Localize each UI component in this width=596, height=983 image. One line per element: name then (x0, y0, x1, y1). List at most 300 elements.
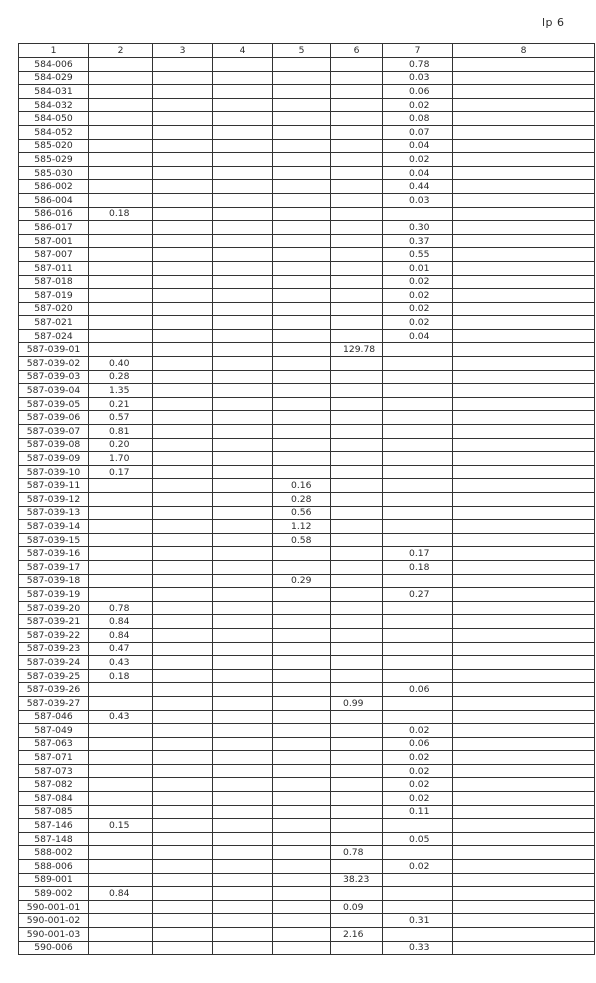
value-cell (383, 357, 453, 371)
value-cell (453, 207, 595, 221)
row-id-cell: 587-039-19 (19, 588, 89, 602)
value-cell (153, 928, 213, 942)
value-cell (383, 465, 453, 479)
value-cell: 0.02 (383, 302, 453, 316)
table-row (19, 98, 595, 112)
value-cell (153, 166, 213, 180)
value-cell (331, 778, 383, 792)
value-cell (453, 180, 595, 194)
row-id-cell: 590-001-02 (19, 914, 89, 928)
value-cell (213, 873, 273, 887)
value-cell: 0.17 (383, 547, 453, 561)
table-row (19, 479, 595, 493)
value-cell (273, 139, 331, 153)
value-cell: 0.02 (383, 792, 453, 806)
value-cell (331, 275, 383, 289)
value-cell (213, 724, 273, 738)
value-cell (213, 85, 273, 99)
value-cell (453, 669, 595, 683)
value-cell (213, 574, 273, 588)
column-header-4: 4 (213, 44, 273, 58)
value-cell: 0.84 (89, 615, 153, 629)
value-cell (273, 275, 331, 289)
value-cell: 1.35 (89, 384, 153, 398)
value-cell (453, 656, 595, 670)
value-cell: 0.08 (383, 112, 453, 126)
value-cell (213, 778, 273, 792)
value-cell (331, 465, 383, 479)
value-cell (213, 832, 273, 846)
row-id-cell: 587-049 (19, 724, 89, 738)
value-cell (213, 533, 273, 547)
value-cell (453, 139, 595, 153)
value-cell (383, 601, 453, 615)
value-cell (273, 873, 331, 887)
value-cell: 0.06 (383, 737, 453, 751)
data-table (18, 43, 595, 955)
value-cell (213, 547, 273, 561)
value-cell (453, 533, 595, 547)
value-cell (383, 452, 453, 466)
value-cell: 0.02 (383, 778, 453, 792)
value-cell (331, 792, 383, 806)
value-cell (153, 792, 213, 806)
value-cell (153, 914, 213, 928)
table-row (19, 764, 595, 778)
value-cell (213, 452, 273, 466)
value-cell (273, 928, 331, 942)
value-cell: 0.11 (383, 805, 453, 819)
table-row (19, 588, 595, 602)
value-cell (273, 98, 331, 112)
value-cell (213, 425, 273, 439)
table-row (19, 125, 595, 139)
value-cell (153, 289, 213, 303)
value-cell (331, 656, 383, 670)
value-cell (273, 819, 331, 833)
value-cell (453, 193, 595, 207)
row-id-cell: 587-039-07 (19, 425, 89, 439)
row-id-cell: 587-148 (19, 832, 89, 846)
value-cell (89, 289, 153, 303)
value-cell: 0.06 (383, 85, 453, 99)
value-cell (453, 792, 595, 806)
table-row (19, 656, 595, 670)
value-cell (89, 805, 153, 819)
value-cell (153, 560, 213, 574)
value-cell (453, 928, 595, 942)
value-cell: 0.43 (89, 656, 153, 670)
value-cell (453, 370, 595, 384)
value-cell (213, 642, 273, 656)
column-header-2: 2 (89, 44, 153, 58)
value-cell (453, 493, 595, 507)
value-cell (453, 887, 595, 901)
value-cell (89, 343, 153, 357)
value-cell (89, 139, 153, 153)
value-cell (153, 193, 213, 207)
value-cell (331, 819, 383, 833)
row-id-cell: 587-039-16 (19, 547, 89, 561)
value-cell (153, 452, 213, 466)
value-cell (331, 166, 383, 180)
row-id-cell: 587-039-12 (19, 493, 89, 507)
table-row (19, 846, 595, 860)
value-cell (153, 343, 213, 357)
value-cell (153, 370, 213, 384)
value-cell (453, 125, 595, 139)
value-cell (273, 601, 331, 615)
value-cell: 0.04 (383, 139, 453, 153)
row-id-cell: 587-024 (19, 329, 89, 343)
value-cell (89, 778, 153, 792)
value-cell (453, 601, 595, 615)
value-cell: 0.84 (89, 887, 153, 901)
value-cell (153, 628, 213, 642)
table-row (19, 860, 595, 874)
value-cell (453, 425, 595, 439)
value-cell: 0.02 (383, 316, 453, 330)
value-cell (213, 819, 273, 833)
value-cell (213, 751, 273, 765)
table-row (19, 669, 595, 683)
value-cell (89, 329, 153, 343)
value-cell (453, 234, 595, 248)
value-cell (331, 547, 383, 561)
row-id-cell: 587-039-11 (19, 479, 89, 493)
value-cell (213, 58, 273, 72)
value-cell (89, 98, 153, 112)
value-cell (213, 696, 273, 710)
value-cell (453, 819, 595, 833)
value-cell (213, 465, 273, 479)
table-row (19, 873, 595, 887)
table-row (19, 696, 595, 710)
value-cell (273, 683, 331, 697)
value-cell (213, 316, 273, 330)
value-cell (213, 180, 273, 194)
value-cell (153, 751, 213, 765)
value-cell (89, 873, 153, 887)
value-cell: 0.05 (383, 832, 453, 846)
value-cell (273, 261, 331, 275)
value-cell (89, 112, 153, 126)
table-row (19, 221, 595, 235)
value-cell (331, 669, 383, 683)
value-cell (273, 560, 331, 574)
value-cell (273, 656, 331, 670)
value-cell: 1.70 (89, 452, 153, 466)
value-cell (153, 125, 213, 139)
value-cell (331, 452, 383, 466)
table-row (19, 343, 595, 357)
row-id-cell: 590-001-03 (19, 928, 89, 942)
value-cell (383, 438, 453, 452)
row-id-cell: 587-039-03 (19, 370, 89, 384)
value-cell: 0.78 (331, 846, 383, 860)
value-cell (213, 479, 273, 493)
value-cell (453, 465, 595, 479)
value-cell: 0.47 (89, 642, 153, 656)
row-id-cell: 587-039-27 (19, 696, 89, 710)
value-cell (153, 615, 213, 629)
value-cell: 0.78 (89, 601, 153, 615)
value-cell: 0.18 (383, 560, 453, 574)
table-row (19, 193, 595, 207)
value-cell (453, 751, 595, 765)
value-cell (273, 316, 331, 330)
value-cell (153, 411, 213, 425)
row-id-cell: 587-020 (19, 302, 89, 316)
value-cell: 129.78 (331, 343, 383, 357)
value-cell (273, 465, 331, 479)
value-cell (383, 669, 453, 683)
row-id-cell: 587-039-15 (19, 533, 89, 547)
value-cell (213, 370, 273, 384)
value-cell (153, 180, 213, 194)
row-id-cell: 587-001 (19, 234, 89, 248)
value-cell (153, 710, 213, 724)
value-cell (213, 207, 273, 221)
table-row (19, 683, 595, 697)
value-cell (383, 696, 453, 710)
value-cell (213, 261, 273, 275)
row-id-cell: 587-073 (19, 764, 89, 778)
value-cell (331, 357, 383, 371)
value-cell (273, 805, 331, 819)
value-cell (273, 58, 331, 72)
value-cell (213, 357, 273, 371)
row-id-cell: 590-006 (19, 941, 89, 955)
table-row (19, 166, 595, 180)
table-row (19, 751, 595, 765)
column-header-6: 6 (331, 44, 383, 58)
value-cell (273, 85, 331, 99)
value-cell: 0.03 (383, 193, 453, 207)
value-cell (89, 792, 153, 806)
table-row (19, 520, 595, 534)
value-cell (89, 506, 153, 520)
value-cell (213, 560, 273, 574)
value-cell (453, 628, 595, 642)
header-row (19, 44, 595, 58)
value-cell (153, 112, 213, 126)
value-cell (153, 696, 213, 710)
value-cell: 0.18 (89, 669, 153, 683)
value-cell (273, 941, 331, 955)
value-cell (383, 628, 453, 642)
value-cell (331, 479, 383, 493)
value-cell (331, 234, 383, 248)
value-cell (383, 873, 453, 887)
value-cell (453, 615, 595, 629)
row-id-cell: 587-039-10 (19, 465, 89, 479)
value-cell: 0.21 (89, 397, 153, 411)
table-row (19, 465, 595, 479)
value-cell: 0.20 (89, 438, 153, 452)
value-cell (453, 560, 595, 574)
row-id-cell: 584-050 (19, 112, 89, 126)
value-cell (273, 615, 331, 629)
value-cell (213, 438, 273, 452)
value-cell (153, 832, 213, 846)
value-cell (153, 873, 213, 887)
value-cell: 0.29 (273, 574, 331, 588)
value-cell (453, 58, 595, 72)
value-cell (331, 425, 383, 439)
row-id-cell: 587-039-20 (19, 601, 89, 615)
value-cell (89, 493, 153, 507)
value-cell (273, 724, 331, 738)
value-cell (273, 153, 331, 167)
value-cell (89, 574, 153, 588)
value-cell (213, 343, 273, 357)
value-cell (331, 329, 383, 343)
value-cell (383, 642, 453, 656)
table-row (19, 139, 595, 153)
value-cell (89, 520, 153, 534)
value-cell (213, 384, 273, 398)
row-id-cell: 586-017 (19, 221, 89, 235)
value-cell (383, 520, 453, 534)
table-row (19, 832, 595, 846)
value-cell (153, 805, 213, 819)
value-cell (89, 928, 153, 942)
value-cell (89, 533, 153, 547)
value-cell (273, 792, 331, 806)
value-cell: 0.37 (383, 234, 453, 248)
value-cell (153, 329, 213, 343)
value-cell (273, 425, 331, 439)
value-cell (453, 778, 595, 792)
table-row (19, 914, 595, 928)
value-cell (213, 669, 273, 683)
value-cell (331, 384, 383, 398)
value-cell (273, 329, 331, 343)
value-cell (331, 85, 383, 99)
value-cell (453, 289, 595, 303)
table-row (19, 615, 595, 629)
value-cell (153, 887, 213, 901)
table-row (19, 85, 595, 99)
value-cell (273, 642, 331, 656)
value-cell (89, 900, 153, 914)
value-cell (213, 411, 273, 425)
value-cell (89, 261, 153, 275)
column-header-1: 1 (19, 44, 89, 58)
value-cell (89, 751, 153, 765)
value-cell (383, 710, 453, 724)
row-id-cell: 587-011 (19, 261, 89, 275)
value-cell: 0.02 (383, 98, 453, 112)
value-cell: 0.99 (331, 696, 383, 710)
table-row (19, 302, 595, 316)
value-cell (153, 275, 213, 289)
value-cell (273, 357, 331, 371)
table-row (19, 805, 595, 819)
value-cell (383, 533, 453, 547)
value-cell (213, 275, 273, 289)
value-cell (331, 683, 383, 697)
row-id-cell: 587-039-05 (19, 397, 89, 411)
value-cell (331, 207, 383, 221)
table-row (19, 710, 595, 724)
value-cell (153, 207, 213, 221)
value-cell (331, 261, 383, 275)
value-cell (453, 900, 595, 914)
value-cell: 0.81 (89, 425, 153, 439)
value-cell (453, 547, 595, 561)
value-cell (213, 860, 273, 874)
value-cell (153, 506, 213, 520)
value-cell (89, 248, 153, 262)
table-row (19, 234, 595, 248)
value-cell (453, 479, 595, 493)
value-cell (383, 425, 453, 439)
value-cell (153, 493, 213, 507)
value-cell (453, 764, 595, 778)
row-id-cell: 587-039-25 (19, 669, 89, 683)
value-cell (213, 846, 273, 860)
value-cell: 0.27 (383, 588, 453, 602)
table-row (19, 153, 595, 167)
row-id-cell: 586-016 (19, 207, 89, 221)
table-row (19, 493, 595, 507)
value-cell (213, 520, 273, 534)
value-cell: 0.44 (383, 180, 453, 194)
value-cell (153, 261, 213, 275)
value-cell (383, 207, 453, 221)
value-cell (331, 574, 383, 588)
value-cell (213, 302, 273, 316)
table-row (19, 560, 595, 574)
value-cell: 0.01 (383, 261, 453, 275)
row-id-cell: 587-039-06 (19, 411, 89, 425)
value-cell (331, 139, 383, 153)
table-row (19, 71, 595, 85)
value-cell (213, 125, 273, 139)
value-cell (453, 710, 595, 724)
value-cell (273, 234, 331, 248)
table-row (19, 384, 595, 398)
value-cell (383, 574, 453, 588)
value-cell (453, 832, 595, 846)
value-cell (153, 384, 213, 398)
row-id-cell: 587-007 (19, 248, 89, 262)
row-id-cell: 587-063 (19, 737, 89, 751)
value-cell (213, 941, 273, 955)
value-cell (213, 615, 273, 629)
row-id-cell: 586-002 (19, 180, 89, 194)
value-cell (331, 941, 383, 955)
value-cell (453, 221, 595, 235)
value-cell (213, 397, 273, 411)
value-cell (213, 71, 273, 85)
value-cell (89, 316, 153, 330)
table-row (19, 737, 595, 751)
value-cell (273, 180, 331, 194)
row-id-cell: 584-006 (19, 58, 89, 72)
value-cell (213, 166, 273, 180)
value-cell (331, 411, 383, 425)
value-cell (213, 914, 273, 928)
value-cell (153, 425, 213, 439)
value-cell (453, 248, 595, 262)
value-cell: 0.33 (383, 941, 453, 955)
value-cell (213, 193, 273, 207)
value-cell (453, 329, 595, 343)
value-cell (331, 520, 383, 534)
